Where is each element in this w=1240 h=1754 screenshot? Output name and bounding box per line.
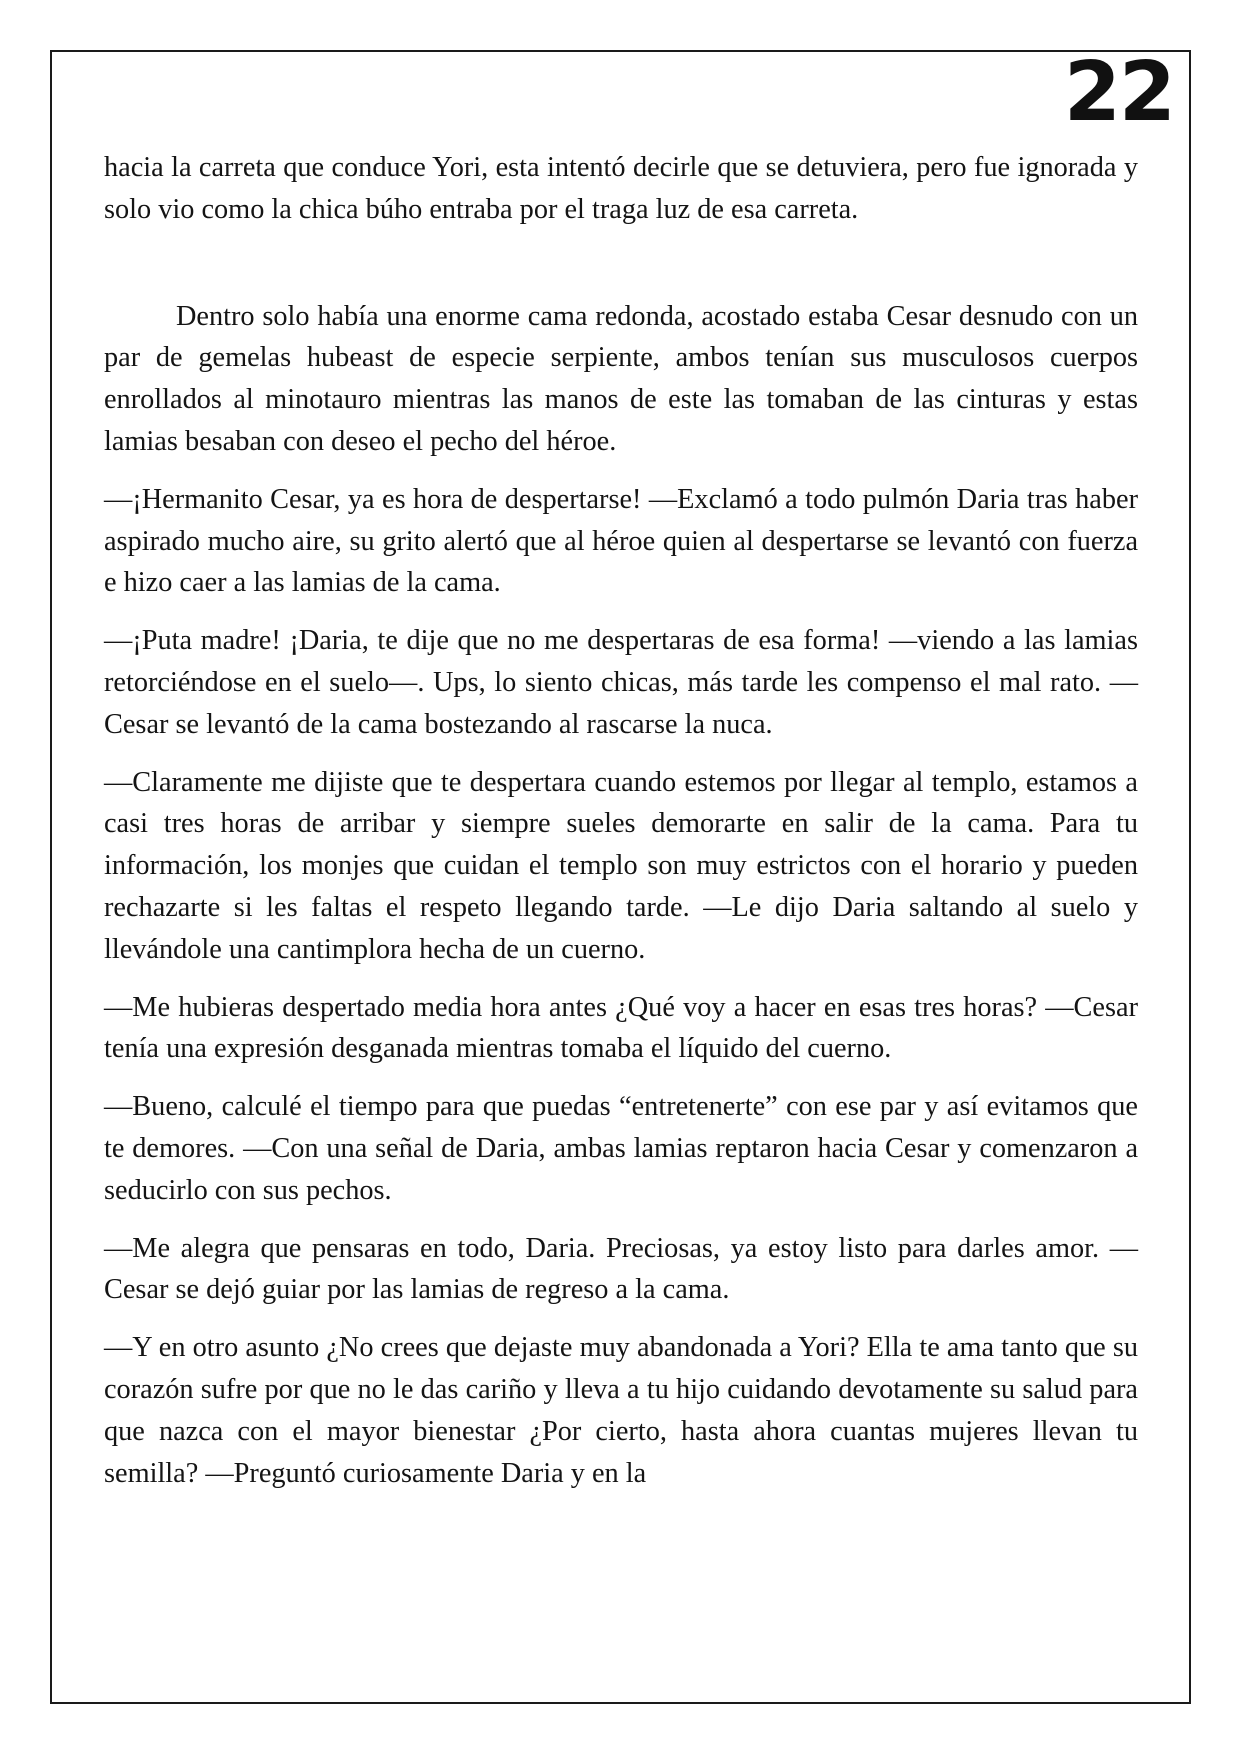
paragraph-continuation: hacia la carreta que conduce Yori, esta intentó decirle que se detuviera, pero fue ignorada y solo vio como la chica búho entraba por el traga luz de esa carreta. <box>104 152 1138 225</box>
page-body <box>104 147 1138 1510</box>
paragraph-dialogue: —Me hubieras despertado media hora antes ¿Qué voy a hacer en esas tres horas? —Cesar tenía una expresión desganada mientras tomaba el líquido del cuerno. <box>104 991 1138 1065</box>
paragraph-dialogue: —Bueno, calculé el tiempo para que puedas “entretenerte” con ese par y así evitamos que te demores. —Con una señal de Daria, ambas lamias reptaron hacia Cesar y comenzaron a seducirlo con sus pechos. <box>104 1091 1138 1206</box>
paragraph-dialogue: —¡Puta madre! ¡Daria, te dije que no me despertaras de esa forma! —viendo a las lamias retorciéndose en el suelo—. Ups, lo siento chicas, más tarde les compenso el mal rato. —Cesar se levantó de la cama bostezando al rascarse la nuca. <box>104 625 1138 740</box>
page-number: 22 <box>1063 45 1174 140</box>
paragraph-dialogue: —Claramente me dijiste que te despertara cuando estemos por llegar al templo, estamos a casi tres horas de arribar y siempre sueles demorarte en salir de la cama. Para tu información, los monjes que cuidan el templo son muy estrictos con el horario y pueden rechazarte si les faltas el respeto llegando tarde. —Le dijo Daria saltando al suelo y llevándole una cantimplora hecha de un cuerno. <box>104 766 1138 965</box>
paragraph-dialogue: —Y en otro asunto ¿No crees que dejaste muy abandonada a Yori? Ella te ama tanto que su corazón sufre por que no le das cariño y lleva a tu hijo cuidando devotamente su salud para que nazca con el mayor bienestar ¿Por cierto, hasta ahora cuantas mujeres llevan tu semilla? —Preguntó curiosamente Daria y en la <box>104 1332 1138 1489</box>
paragraph-dialogue: —Me alegra que pensaras en todo, Daria. Preciosas, ya estoy listo para darles amor. —Cesar se dejó guiar por las lamias de regreso a la cama. <box>104 1232 1138 1306</box>
paragraph-dialogue: —¡Hermanito Cesar, ya es hora de despertarse! —Exclamó a todo pulmón Daria tras haber aspirado mucho aire, su grito alertó que al héroe quien al despertarse se levantó con fuerza e hizo caer a las lamias de la cama. <box>104 483 1138 599</box>
paragraph-narration: Dentro solo había una enorme cama redonda, acostado estaba Cesar desnudo con un par de gemelas hubeast de especie serpiente, ambos tenían sus musculosos cuerpos enrollados al minotauro mientras las manos de este las tomaban de las cinturas y estas lamias besaban con deseo el pecho del héroe. <box>104 300 1138 457</box>
